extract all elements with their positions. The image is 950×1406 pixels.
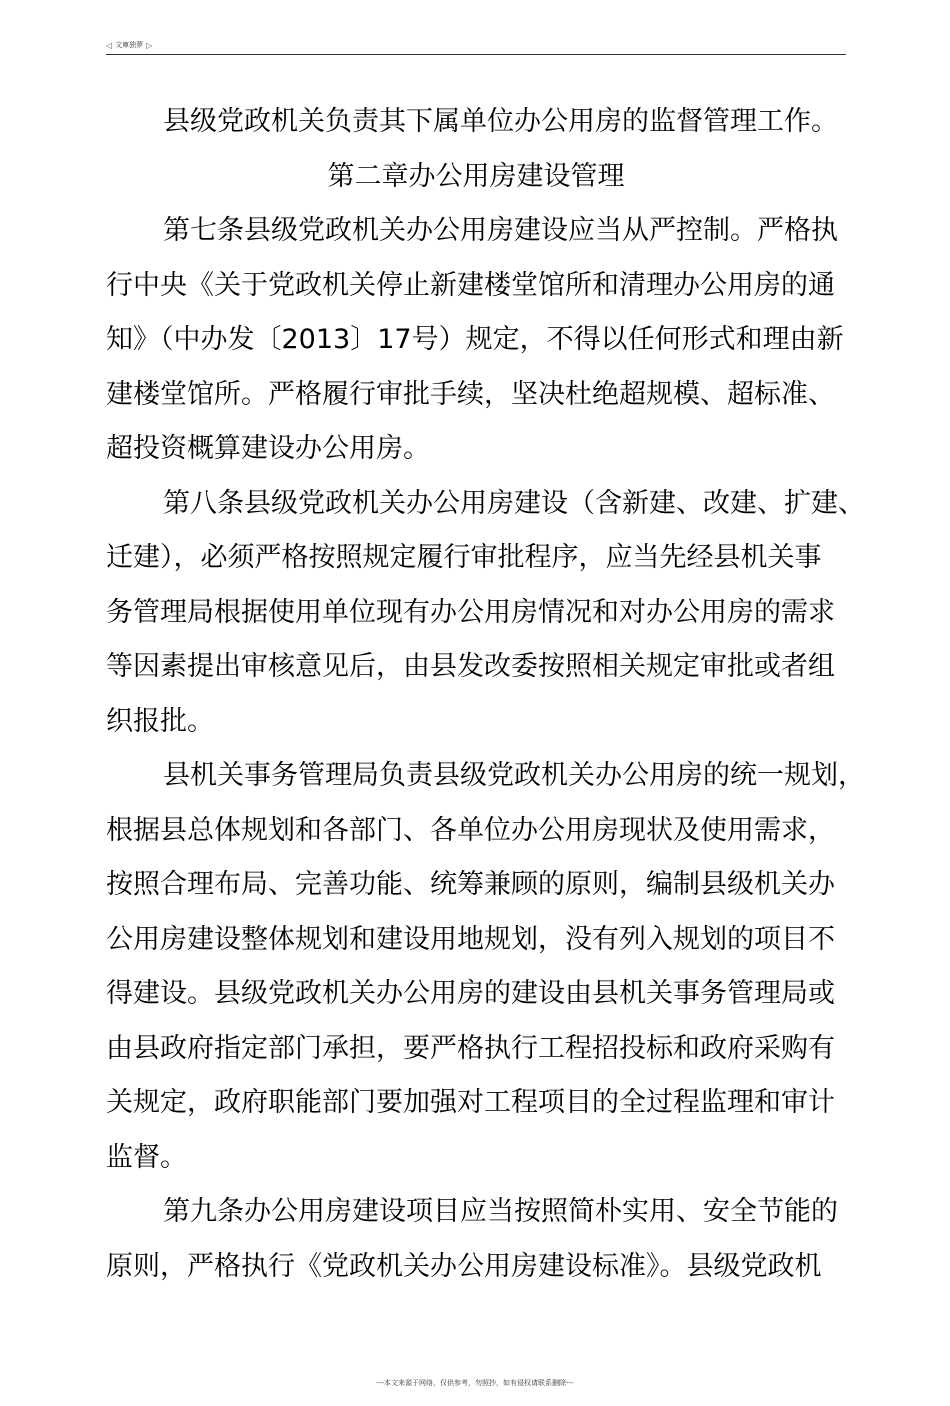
paragraph-line: 行中央《关于党政机关停止新建楼堂馆所和清理办公用房的通 — [106, 269, 835, 301]
right-triangle-icon: ▷ — [146, 40, 153, 50]
paragraph-line: 迁建），必须严格按照规定履行审批程序，应当先经县机关事 — [106, 542, 822, 573]
paragraph-line: 公用房建设整体规划和建设用地规划，没有列入规划的项目不 — [106, 923, 835, 955]
footer-disclaimer: ---本文来源于网络，仅供参考，勿照抄，如有侵权请联系删除--- — [376, 1379, 574, 1387]
paragraph-line: 县级党政机关负责其下属单位办公用房的监督管理工作。 — [163, 106, 838, 137]
paragraph-line: 第九条办公用房建设项目应当按照简朴实用、安全节能的 — [163, 1196, 838, 1227]
paragraph-line: 织报批。 — [106, 705, 214, 737]
chapter-heading: 第二章办公用房建设管理 — [327, 160, 625, 192]
header-text: 文庫独夢 — [115, 41, 144, 49]
paragraph-line: 由县政府指定部门承担，要严格执行工程招投标和政府采购有 — [106, 1032, 835, 1064]
paragraph-line: 知》（中办发〔2013〕17号）规定，不得以任何形式和理由新 — [106, 324, 844, 355]
paragraph-line: 原则，严格执行《党政机关办公用房建设标准》。县级党政机 — [106, 1250, 822, 1282]
paragraph-line: 超投资概算建设办公用房。 — [106, 433, 430, 464]
left-triangle-icon: ◁ — [106, 40, 113, 50]
paragraph-line: 关规定，政府职能部门要加强对工程项目的全过程监理和审计 — [106, 1087, 835, 1118]
paragraph-line: 得建设。县级党政机关办公用房的建设由县机关事务管理局或 — [106, 978, 835, 1009]
paragraph-line: 根据县总体规划和各部门、各单位办公用房现状及使用需求， — [106, 814, 835, 846]
paragraph-line: 务管理局根据使用单位现有办公用房情况和对办公用房的需求 — [106, 596, 835, 628]
paragraph-line: 县机关事务管理局负责县级党政机关办公用房的统一规划， — [163, 760, 865, 791]
paragraph-line: 监督。 — [106, 1141, 187, 1173]
header-watermark — [106, 40, 152, 50]
paragraph-line: 按照合理布局、完善功能、统筹兼顾的原则，编制县级机关办 — [106, 869, 835, 900]
document-body — [106, 95, 865, 1294]
paragraph-line: 建楼堂馆所。严格履行审批手续，坚决杜绝超规模、超标准、 — [106, 378, 835, 410]
paragraph-line: 等因素提出审核意见后，由县发改委按照相关规定审批或者组 — [106, 651, 835, 682]
paragraph-line: 第七条县级党政机关办公用房建设应当从严控制。严格执 — [163, 215, 838, 246]
header-divider — [106, 54, 846, 55]
paragraph-line: 第八条县级党政机关办公用房建设（含新建、改建、扩建、 — [163, 487, 865, 519]
